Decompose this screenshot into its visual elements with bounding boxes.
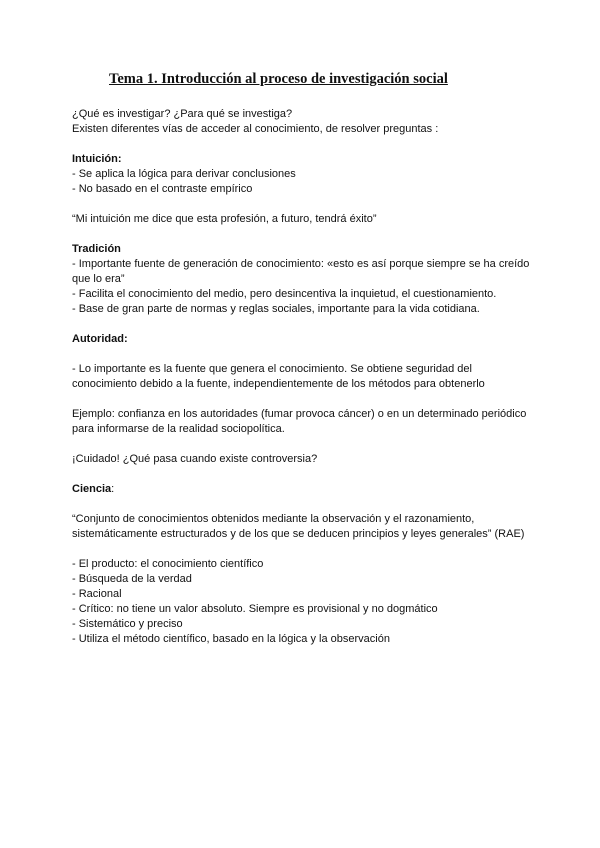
- ciencia-item: - Utiliza el método científico, basado en la lógica y la observación: [72, 633, 390, 645]
- ciencia-item: - Sistemático y preciso: [72, 618, 183, 630]
- ciencia-definition: “Conjunto de conocimientos obtenidos mediante la observación y el razonamiento, sistemáticamente estructurados y de los que se deducen principios y leyes generales” (RAE): [72, 513, 525, 540]
- heading-autoridad: Autoridad:: [72, 333, 128, 345]
- heading-intuicion: Intuición:: [72, 153, 122, 165]
- intro-question: ¿Qué es investigar? ¿Para qué se investiga?: [72, 108, 293, 120]
- tradicion-item: - Importante fuente de generación de conocimiento: «esto es así porque siempre se ha creído que lo era”: [72, 258, 530, 285]
- ciencia-item: - Racional: [72, 588, 122, 600]
- ciencia-item: - Crítico: no tiene un valor absoluto. Siempre es provisional y no dogmático: [72, 603, 438, 615]
- heading-tradicion: Tradición: [72, 243, 121, 255]
- intuicion-item: - No basado en el contraste empírico: [72, 183, 253, 195]
- intuicion-item: - Se aplica la lógica para derivar conclusiones: [72, 168, 296, 180]
- ciencia-item: - Búsqueda de la verdad: [72, 573, 192, 585]
- document-page: [72, 70, 532, 647]
- autoridad-paragraph: - Lo importante es la fuente que genera el conocimiento. Se obtiene seguridad del conocimiento debido a la fuente, independientemente de los métodos para obtenerlo: [72, 363, 485, 390]
- intuicion-quote: “Mi intuición me dice que esta profesión, a futuro, tendrá éxito”: [72, 213, 377, 225]
- heading-ciencia-suffix: :: [111, 483, 115, 495]
- intro-text: Existen diferentes vías de acceder al conocimiento, de resolver preguntas :: [72, 123, 439, 135]
- document-title: Tema 1. Introducción al proceso de investigación social: [109, 71, 448, 87]
- tradicion-item: - Base de gran parte de normas y reglas sociales, importante para la vida cotidiana.: [72, 303, 480, 315]
- ciencia-item: - El producto: el conocimiento científico: [72, 558, 264, 570]
- tradicion-item: - Facilita el conocimiento del medio, pero desincentiva la inquietud, el cuestionamiento.: [72, 288, 497, 300]
- heading-ciencia: Ciencia: [72, 483, 112, 495]
- autoridad-example: Ejemplo: confianza en los autoridades (fumar provoca cáncer) o en un determinado periódico para informarse de la realidad sociopolítica.: [72, 408, 527, 435]
- heading-ciencia-line: [72, 482, 532, 497]
- autoridad-warning: ¡Cuidado! ¿Qué pasa cuando existe controversia?: [72, 453, 318, 465]
